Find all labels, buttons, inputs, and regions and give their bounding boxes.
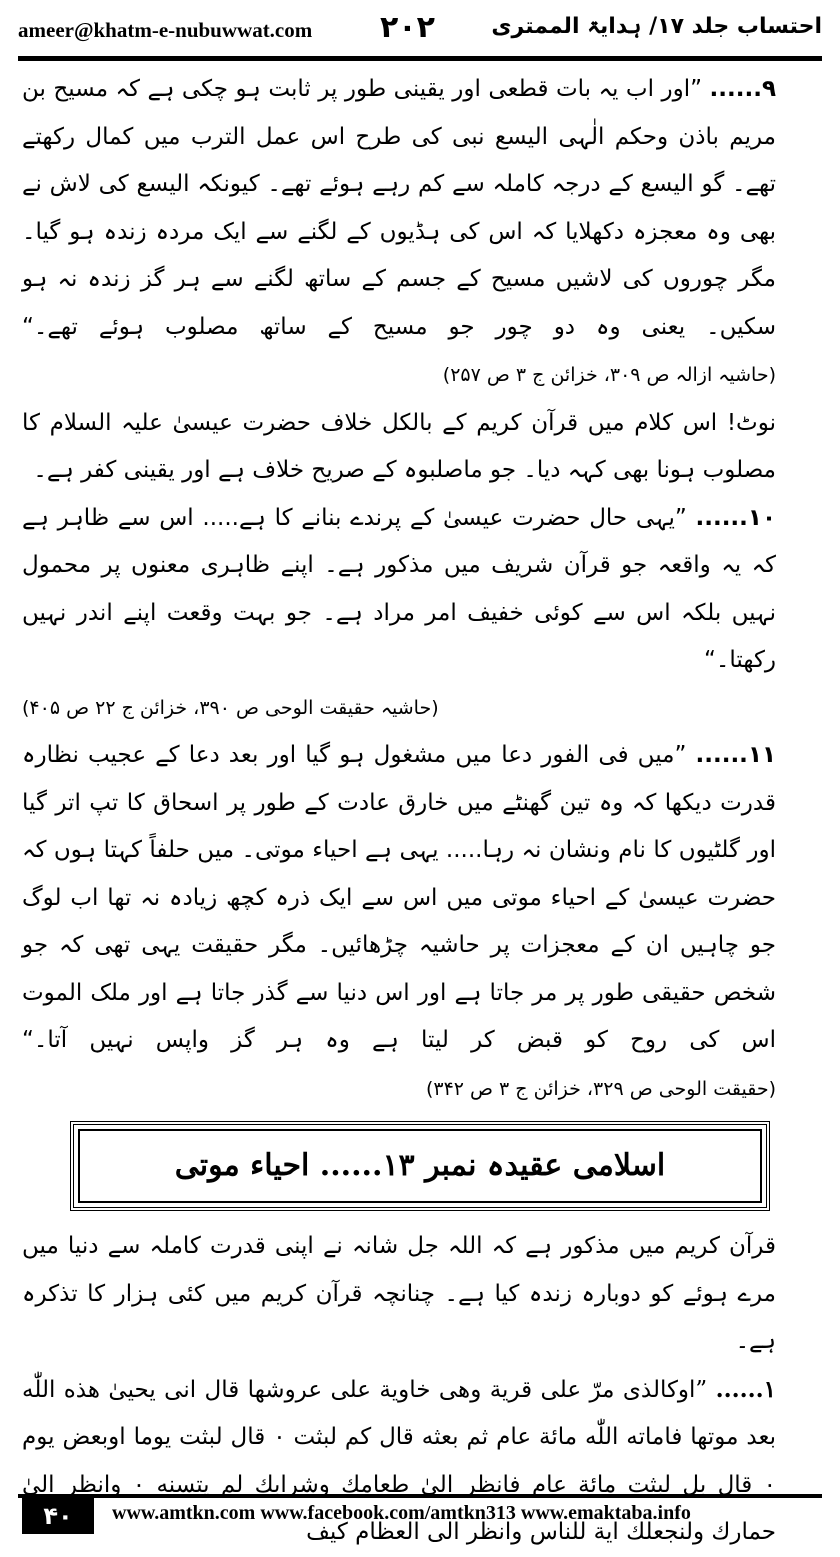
paragraph-9-number: ۹......: [709, 76, 777, 102]
page-header: [18, 12, 822, 52]
footer-page-number: ۴۰: [22, 1498, 94, 1534]
paragraph-9-reference: (حاشیہ ازالہ ص ۳۰۹، خزائن ج ۳ ص ۲۵۷): [442, 364, 776, 386]
page-footer: [18, 1494, 822, 1538]
header-rule: [18, 56, 822, 61]
section-intro: [22, 1223, 818, 1366]
header-email[interactable]: ameer@khatm-e-nubuwwat.com: [18, 18, 313, 42]
section-title: اسلامی عقیدہ نمبر ۱۳...... احیاء موتی: [78, 1129, 762, 1203]
paragraph-11-number: ۱۱......: [695, 742, 777, 768]
section-title-box: [70, 1121, 770, 1211]
paragraph-9-text: ”اور اب یہ بات قطعی اور یقینی طور پر ثابت ہو چکی ہے کہ مسیح بن مریم باذن وحکم الٰہی الیسع نبی کی طرح اس عمل الترب میں کمال رکھتے تھے۔ گو الیسع کے درجہ کاملہ سے کم رہے ہوئے تھے۔ کیونکہ الیسع کی لاش نے بھی وہ معجزہ دکھلایا کہ اس کی ہڈیوں کے لگنے سے ایک مردہ زندہ ہو گیا۔ مگر چوروں کی لاشیں مسیح کے جسم کے ساتھ لگنے سے ہر گز زندہ نہ ہو سکیں۔ یعنی وہ دو چور جو مسیح کے ساتھ مصلوب ہوئے تھے۔“: [22, 76, 776, 340]
verse-1-text: ”اوکالذی مرّ علی قریة وهی خاوية علی عروشها قال انی يحيیٰ هذه اللّٰه بعد موتها فاماته اللّٰه مائة عام ثم بعثه قال كم لبثت ۰ قال لبثت يوما اوبعض يوم ۰ قال بل لبثت مائة عام فانظر الیٰ طعامك وشرابك لم يتسنه ۰ وانظر الیٰ حمارك ولنجعلك اية للناس وانظر الى العظام كيف: [22, 1376, 776, 1545]
footer-links[interactable]: www.amtkn.com www.facebook.com/amtkn313 www.emaktaba.info: [112, 1502, 691, 1524]
paragraph-10-reference: (حاشیہ حقیقت الوحی ص ۳۹۰، خزائن ج ۲۲ ص ۴۰۵): [22, 696, 439, 719]
paragraph-10: [22, 495, 818, 685]
header-book-title: احتساب جلد ۱۷/ ہدایۃ الممتری: [491, 14, 822, 39]
page-body: [22, 66, 818, 1557]
paragraph-11: [22, 732, 818, 1113]
paragraph-10-number: ۱۰......: [695, 504, 776, 531]
paragraph-11-reference: (حقیقت الوحی ص ۳۲۹، خزائن ج ۳ ص ۳۴۲): [425, 1077, 776, 1100]
paragraph-11-text: ”میں فی الفور دعا میں مشغول ہو گیا اور بعد دعا کے عجیب نظارہ قدرت دیکھا کہ وہ تین گھنٹے میں خارق عادت کے طور پر اسحاق کا تپ اتر گیا اور گلٹیوں کا نام ونشان نہ رہا..... یہی ہے احیاء موتی۔ میں حلفاً کہتا ہوں کہ حضرت عیسیٰ کے احیاء موتی میں اس سے ایک ذرہ کچھ زیادہ نہ تھا اب لوگ جو چاہیں ان کے معجزات پر حاشیہ چڑھائیں۔ مگر حقیقت یہی تھی کہ جو شخص حقیقی طور پر مر جاتا ہے اور اس دنیا سے گذر جاتا ہے اور ملک الموت اس کی روح کو قبض کر لیتا ہے وہ ہر گز واپس نہیں آتا۔“: [22, 742, 776, 1053]
header-page-number: ۲۰۲: [380, 10, 435, 45]
note-text: نوٹ! اس کلام میں قرآن کریم کے بالکل خلاف حضرت عیسیٰ علیہ السلام کا مصلوب ہونا بھی کہہ دیا۔ جو ماصلبوہ کے صریح خلاف ہے اور یقینی کفر ہے۔: [22, 409, 776, 483]
section-intro-text: قرآن کریم میں مذکور ہے کہ اللہ جل شانہ نے اپنی قدرت کاملہ سے دنیا میں مرے ہوئے کو دوبارہ زندہ کیا ہے۔ چنانچہ قرآن کریم میں کئی ہزار کا تذکرہ ہے۔: [22, 1233, 776, 1354]
verse-1-number: ۱......: [715, 1375, 777, 1403]
paragraph-9: [22, 66, 818, 400]
paragraph-10-text: ”یہی حال حضرت عیسیٰ کے پرندے بنانے کا ہے..... اس سے ظاہر ہے کہ یہ واقعہ جو قرآن شریف میں مذکور ہے۔ اپنے ظاہری معنوں پر محمول نہیں بلکہ اس سے کوئی خفیف امر مراد ہے۔ جو بہت وقعت اپنے اندر نہیں رکھتا۔“: [22, 504, 776, 673]
note-paragraph: [22, 400, 818, 495]
